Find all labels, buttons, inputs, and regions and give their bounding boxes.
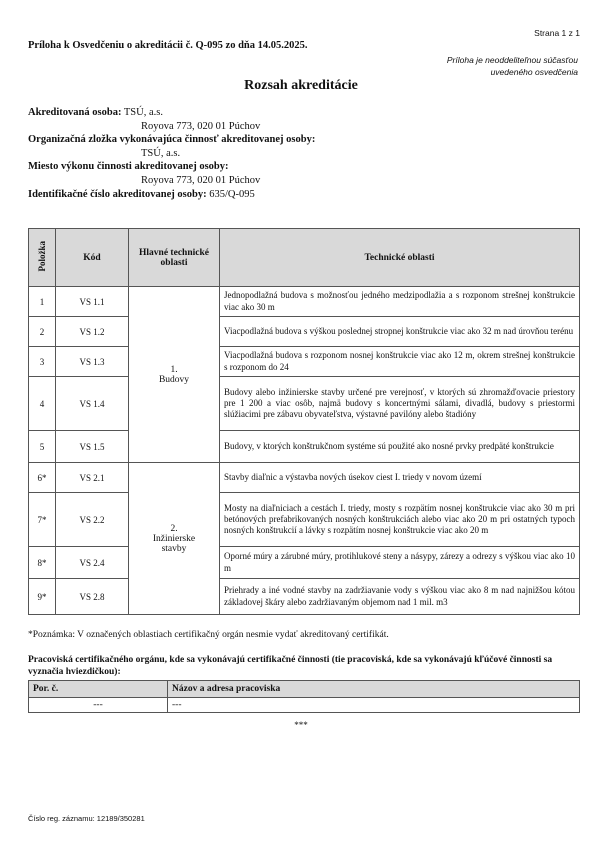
- row-description: Jednopodlažná budova s možnosťou jedného medzipodlažia a s rozponom strešnej konštrukcie viac ako 30 m: [220, 287, 580, 317]
- row-number: 7*: [29, 493, 56, 547]
- table-row: [29, 698, 580, 713]
- table-row: [29, 287, 580, 317]
- table-row: [29, 377, 580, 431]
- table-row: [29, 493, 580, 547]
- group-buildings: 1. Budovy: [129, 287, 220, 463]
- row-description: Priehrady a iné vodné stavby na zadržiavanie vody s výškou viac ako 8 m nad najnižšou kótou základovej škáry alebo zadržiavaným objemom nad 1 mil. m3: [220, 579, 580, 615]
- table-row: [29, 547, 580, 579]
- annex-title: Príloha k Osvedčeniu o akreditácii č. Q-095 zo dňa 14.05.2025.: [28, 40, 308, 51]
- header-main-areas: Hlavné technické oblasti: [129, 229, 220, 287]
- row-number: 8*: [29, 547, 56, 579]
- row-description: Viacpodlažná budova s výškou poslednej stropnej konštrukcie viac ako 32 m nad úrovňou terénu: [220, 317, 580, 347]
- row-description: Oporné múry a zárubné múry, protihlukové steny a násypy, zárezy a odrezy s výškou viac ako 10 m: [220, 547, 580, 579]
- id-value: 635/Q-095: [209, 188, 255, 200]
- group-civil-engineering: 2. Inžinierske stavby: [129, 463, 220, 615]
- row-code: VS 2.1: [56, 463, 129, 493]
- table-row: [29, 317, 580, 347]
- workplace-name: ---: [168, 698, 580, 713]
- row-number: 3: [29, 347, 56, 377]
- annex-note-line1: Príloha je neoddeliteľnou súčasťou: [446, 55, 578, 65]
- header-technical-areas: Technické oblasti: [220, 229, 580, 287]
- accredited-name: TSÚ, a.s.: [123, 107, 163, 118]
- row-code: VS 2.4: [56, 547, 129, 579]
- row-code: VS 1.4: [56, 377, 129, 431]
- row-number: 4: [29, 377, 56, 431]
- unit-name: TSÚ, a.s.: [141, 147, 181, 159]
- place-label: Miesto výkonu činnosti akreditovanej osoby:: [28, 161, 229, 173]
- row-code: VS 1.1: [56, 287, 129, 317]
- annex-note-line2: uvedeného osvedčenia: [490, 67, 578, 77]
- header-item: Položka: [29, 229, 56, 287]
- page-number: Strana 1 z 1: [534, 28, 580, 38]
- row-description: Viacpodlažná budova s rozponom nosnej konštrukcie viac ako 12 m, okrem strešnej konštrukcie s rozponom do 24: [220, 347, 580, 377]
- table-row: [29, 347, 580, 377]
- unit-label: Organizačná zložka vykonávajúca činnosť akreditovanej osoby:: [28, 134, 316, 146]
- row-number: 6*: [29, 463, 56, 493]
- table-row: [29, 431, 580, 463]
- row-code: VS 1.5: [56, 431, 129, 463]
- row-description: Budovy alebo inžinierske stavby určené pre verejnosť, v ktorých sú zhromažďovacie priestory pre 1 200 a viac osôb, najmä budovy s koncertnými sálami, divadlá, budovy s priestormi slúžiacimi pre zábavu obyvateľstva, výstavné pavilóny alebo štadióny: [220, 377, 580, 431]
- scope-table: [28, 228, 580, 615]
- workplaces-header-name: Názov a adresa pracoviska: [168, 681, 580, 698]
- place-address: Royova 773, 020 01 Púchov: [141, 174, 261, 186]
- row-code: VS 2.8: [56, 579, 129, 615]
- registration-number: Číslo reg. záznamu: 12189/350281: [28, 814, 145, 823]
- row-number: 1: [29, 287, 56, 317]
- table-row: [29, 579, 580, 615]
- row-description: Stavby diaľnic a výstavba nových úsekov ciest I. triedy v novom území: [220, 463, 580, 493]
- accredited-address: Royova 773, 020 01 Púchov: [141, 120, 261, 132]
- header-code: Kód: [56, 229, 129, 287]
- workplaces-title: Pracoviská certifikačného orgánu, kde sa vykonávajú certifikačné činnosti (tie pracoviská, kde sa vykonávajú kľúčové činnosti sa vyznačia hviezdičkou):: [28, 655, 553, 677]
- row-code: VS 1.2: [56, 317, 129, 347]
- row-description: Budovy, v ktorých konštrukčnom systéme sú použité ako nosné prvky predpäté konštrukcie: [220, 431, 580, 463]
- page-title: Rozsah akreditácie: [244, 78, 358, 93]
- annex-note: [447, 54, 578, 78]
- row-code: VS 2.2: [56, 493, 129, 547]
- id-label: Identifikačné číslo akreditovanej osoby:: [28, 188, 207, 200]
- table-row: [29, 463, 580, 493]
- row-number: 5: [29, 431, 56, 463]
- row-number: 2: [29, 317, 56, 347]
- workplace-number: ---: [29, 698, 168, 713]
- row-number: 9*: [29, 579, 56, 615]
- row-code: VS 1.3: [56, 347, 129, 377]
- end-mark: ***: [294, 720, 308, 730]
- accreditation-info: [28, 106, 315, 201]
- workplaces-table: [28, 680, 580, 713]
- accredited-label: Akreditovaná osoba:: [28, 107, 122, 118]
- row-description: Mosty na diaľniciach a cestách I. triedy, mosty s rozpätím nosnej konštrukcie viac ako 30 m pri betónových prefabrikovaných nosných konštrukciách alebo viac ako 20 m pri ostatných typoch nosných konštrukcií a lávky s rozpätím nosnej konštrukcie viac ako 20 m: [220, 493, 580, 547]
- workplaces-header-number: Por. č.: [29, 681, 168, 698]
- footnote: *Poznámka: V označených oblastiach certifikačný orgán nesmie vydať akreditovaný certifikát.: [28, 630, 389, 640]
